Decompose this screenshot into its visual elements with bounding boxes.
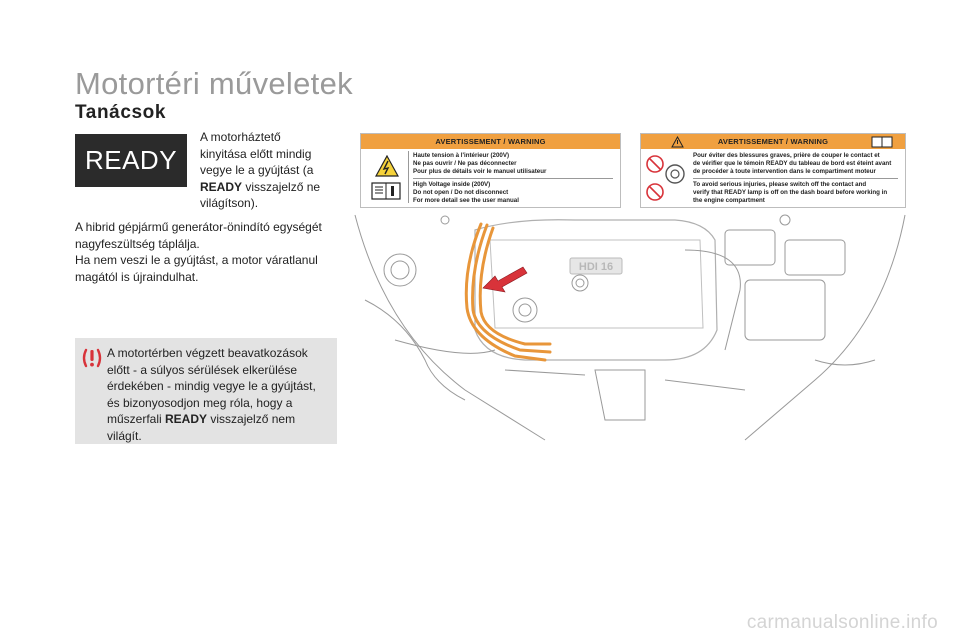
watermark: carmanualsonline.info: [746, 612, 938, 633]
intro-ready-word: READY: [200, 179, 243, 194]
warning-line: Do not open / Do not disconnect: [413, 189, 509, 196]
warning-label-header: AVERTISSEMENT / WARNING: [641, 134, 905, 149]
engine-cover-text: HDI 16: [578, 261, 614, 273]
note-text: [107, 345, 329, 444]
warning-line: Pour plus de détails voir le manuel utilisateur: [413, 168, 547, 175]
body-text: [75, 219, 337, 285]
page-title: Motortéri műveletek: [75, 66, 353, 101]
intro-paragraph: [200, 129, 330, 212]
warning-label-high-voltage: [360, 133, 621, 208]
warning-label-injury: [640, 133, 906, 208]
warning-line: Haute tension à l'intérieur (200V): [413, 152, 510, 159]
warning-text-block: [693, 152, 898, 205]
warning-text-block: [413, 152, 613, 205]
intro-after-ready: visszajelző ne: [242, 179, 321, 194]
note-ready-word: READY: [165, 412, 208, 426]
warning-line: Ne pas ouvrir / Ne pas déconnecter: [413, 160, 517, 167]
ready-indicator-badge: READY: [75, 134, 187, 187]
warning-exclamation-icon: [81, 347, 103, 369]
warning-line: For more detail see the user manual: [413, 197, 519, 204]
section-subtitle: Tanácsok: [75, 102, 167, 123]
intro-last-line: világítson).: [200, 196, 259, 210]
note-text-after: visszajelző nem világít.: [107, 412, 296, 443]
manual-book-icon: [371, 182, 401, 200]
warning-label-header: AVERTISSEMENT / WARNING: [361, 134, 620, 149]
no-hands-prohibition-icon: [645, 152, 689, 204]
warning-line: the engine compartment: [693, 197, 765, 204]
high-voltage-icon: [375, 155, 399, 177]
engine-compartment-illustration: [345, 210, 915, 445]
high-voltage-cables: [466, 224, 550, 360]
manual-book-icon: [871, 136, 893, 148]
warning-line: Pour éviter des blessures graves, prière de couper le contact et: [693, 152, 880, 159]
warning-line: de vérifier que le témoin READY du tableau de bord est éteint avant: [693, 160, 892, 167]
intro-line-3: vegye le a gyújtást (a: [200, 163, 314, 177]
intro-line-2: kinyitása előtt mindig: [200, 146, 312, 161]
body-paragraph-1: A hibrid gépjármű generátor-önindító egységét nagyfeszültség táplálja.: [75, 220, 322, 251]
warning-line: de procéder à toute intervention dans le compartiment moteur: [693, 168, 876, 175]
caution-triangle-icon: [671, 136, 684, 148]
warning-divider: [408, 151, 409, 203]
note-text-before: A motortérben végzett beavatkozások előtt - a súlyos sérülések elkerülése érdekében - mindig vegye le a gyújtást, és bizonyosodjon meg róla, hogy a műszerfali: [107, 346, 316, 426]
body-paragraph-2: Ha nem veszi le a gyújtást, a motor váratlanul magától is újraindulhat.: [75, 253, 318, 284]
warning-line: To avoid serious injuries, please switch off the contact and: [693, 181, 867, 188]
intro-line-1: A motorháztető: [200, 130, 281, 144]
warning-line: verify that READY lamp is off on the dash board before working in: [693, 189, 888, 196]
cable-pointer-arrow: [483, 267, 527, 292]
warning-line: High Voltage inside (200V): [413, 181, 491, 188]
